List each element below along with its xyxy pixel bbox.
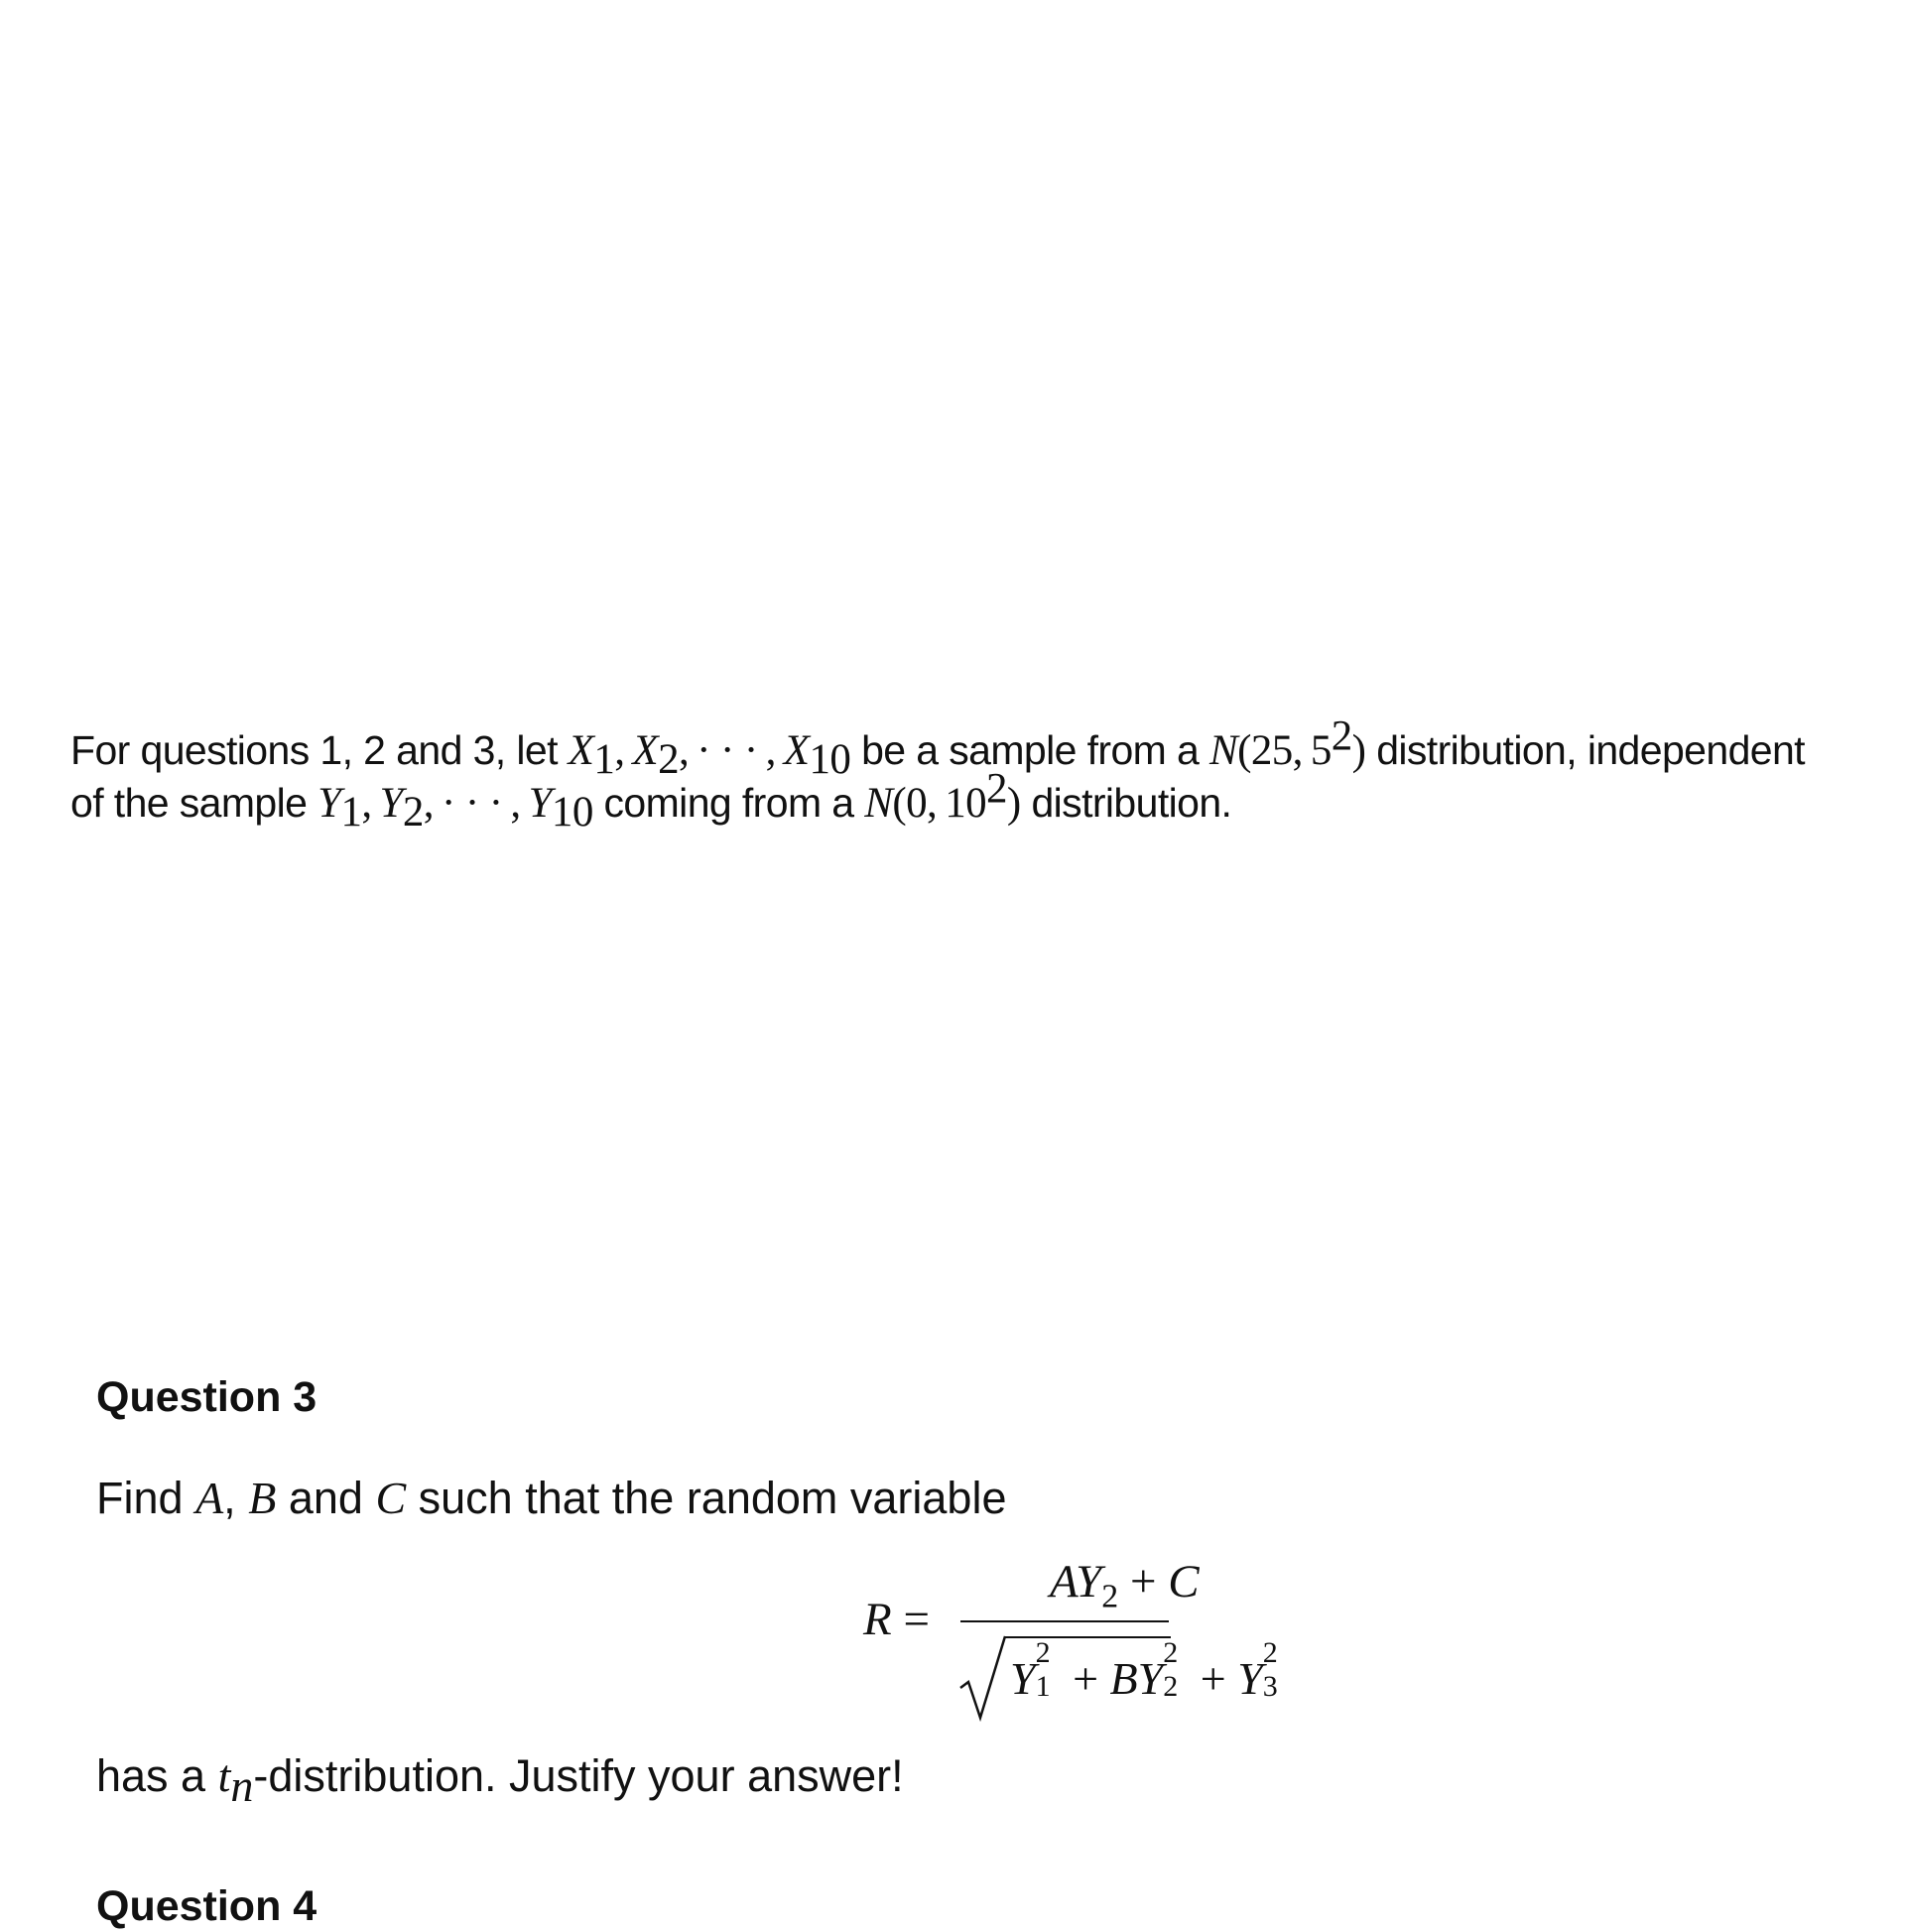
normal-dist-2: N (864, 780, 893, 827)
y-variable: Y (528, 780, 552, 827)
x10-subscript: 10 (809, 736, 851, 784)
den-var-y3: Y (1237, 1653, 1263, 1704)
x-variable: X (632, 727, 659, 774)
var-b: B (248, 1473, 277, 1523)
y1-subscript: 1 (340, 789, 362, 837)
num-sub: 2 (1101, 1578, 1119, 1615)
next-question-heading: Question 4 (96, 1882, 318, 1930)
formula-numerator: $AY_2 + C$ (1050, 1556, 1200, 1615)
prompt-and: and (288, 1473, 363, 1523)
dist2-exponent: 2 (986, 765, 1007, 813)
dist1-exponent: 2 (1331, 712, 1352, 760)
formula-r (863, 1553, 1300, 1722)
conclusion-text-2: -distribution. Justify your answer! (253, 1750, 904, 1801)
den-term-3-indices: 2 3 (1262, 1636, 1278, 1703)
num-coeff-a: A (1050, 1556, 1077, 1608)
den-term-1-indices: 2 1 (1035, 1636, 1051, 1703)
intro-text-6: distribution. (1031, 780, 1232, 826)
question-conclusion (96, 1748, 904, 1811)
num-const-c: C (1168, 1556, 1200, 1608)
x2-subscript: 2 (658, 736, 679, 784)
y-variable: Y (379, 780, 403, 827)
den-term-2-indices: 2 2 (1163, 1636, 1179, 1703)
question-heading: Question 3 (96, 1373, 318, 1421)
intro-text-5: coming from a (603, 780, 854, 826)
dist2-mean: 0 (906, 780, 928, 827)
intro-paragraph: For questions 1, 2 and 3, let $X_1$, $X_2$, · · · , $X_{10}$ be a sample from a N(25, $5^2$) distribution, independent of the sample $Y_1$, $Y_2$, · · · , $Y_{10}$ coming from a N(0, $10^2$) distribution. (70, 712, 1805, 837)
formula-denominator: Y 2 1 + BY 2 2 + Y 2 3 (1010, 1644, 1289, 1707)
var-a: A (195, 1473, 224, 1523)
x-variable: X (568, 727, 594, 774)
intro-text-1: For questions 1, 2 and 3, let (70, 727, 558, 773)
y10-subscript: 10 (551, 789, 593, 837)
prompt-find: Find (96, 1473, 184, 1523)
t-symbol: t (217, 1750, 231, 1801)
normal-dist-1: N (1209, 727, 1238, 774)
dist2-sd: 10 (945, 780, 987, 827)
y-variable: Y (318, 780, 341, 827)
intro-text-2: be a sample from a (861, 727, 1200, 773)
intro-text-3: distribution, independent (1376, 727, 1805, 773)
den-coeff-b: B (1109, 1653, 1138, 1704)
sqrt-icon (958, 1634, 1008, 1724)
x-variable: X (783, 727, 810, 774)
formula-lhs: R = (863, 1594, 930, 1645)
den-var-y2: Y (1137, 1653, 1164, 1704)
fraction-bar (960, 1620, 1169, 1622)
conclusion-text-1: has a (96, 1750, 206, 1801)
prompt-rest: such that the random variable (418, 1473, 1007, 1523)
ellipsis: · · · (441, 780, 503, 827)
var-c: C (375, 1473, 407, 1523)
den-var-y1: Y (1010, 1653, 1036, 1704)
t-subscript: n (230, 1760, 254, 1811)
dist1-mean: 25 (1250, 727, 1293, 774)
r-symbol: R (863, 1594, 892, 1645)
question-prompt: Find A, B and C such that the random variable (96, 1473, 1007, 1523)
radical-overline (1004, 1636, 1171, 1638)
x1-subscript: 1 (593, 736, 615, 784)
ellipsis: · · · (697, 727, 758, 774)
dist1-sd: 5 (1310, 727, 1332, 774)
num-var-y: Y (1076, 1556, 1102, 1608)
intro-text-4: of the sample (70, 780, 308, 826)
y2-subscript: 2 (402, 789, 424, 837)
